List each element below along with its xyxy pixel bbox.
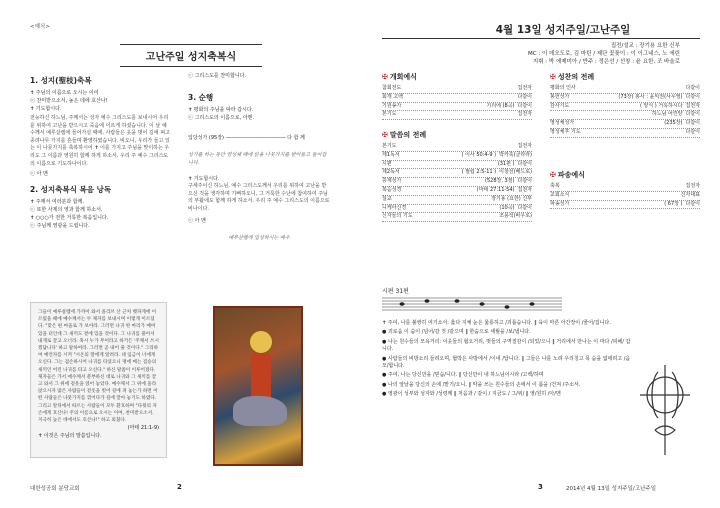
order-item: 제1독서 — [382, 151, 400, 158]
collect-prayer: 구세주이신 하느님, 예수 그리스도께서 우리를 위하여 고난을 받으신 것을 생각하며 기뻐하오니, 그 거룩한 수난에 참여하여 주님의 부활에도 함께 하게 하소서. 우리 주 예수 그리스도의 이름으로 비나이다. — [188, 183, 330, 212]
order-detail — [397, 143, 515, 151]
order-row — [550, 120, 700, 129]
order-detail: (528장, 3절) — [485, 178, 515, 185]
order-item: 설교 — [382, 195, 392, 202]
bulletin-title: 4월 13일 성지주일/고난주일 — [495, 24, 631, 36]
psalm-verse: ● 나의 앞날을 당신의 손에 /맡기/오니. ‖ 악을 쓰는 원수들의 손에서 이 몸을 /건져 /주소서. — [382, 381, 581, 388]
meta-line: 지휘 : 박 에제미아 / 반주 : 정은선 / 선창 : 윤 요한, 조 바울로 — [532, 59, 680, 65]
order-detail: ( 이사 50:4-9 ) — [461, 151, 497, 158]
order-item: 봉헌성가 — [550, 93, 570, 100]
page-number: 3 — [538, 483, 543, 491]
section-dismissal — [550, 170, 700, 209]
section-heading: 파송예식 — [557, 171, 585, 179]
heading-gospel: 2. 성지축복식 복음 낭독 — [30, 185, 112, 195]
section-opening — [382, 72, 532, 120]
order-detail: (235장) — [664, 120, 683, 127]
order-item: 영성체후 기도 — [550, 128, 581, 135]
order-detail — [397, 111, 515, 119]
gospel-text: 그들이 예루살렘에 가까이 와서 올리브 산 근처 벳파게에 이르렀을 때에 예수께서는 두 제자를 보내시며 이렇게 이르셨다. "맞은 편 마을로 가 보아라. 그러면 나귀 한 마리가 매여 있을 터인데 그 새끼도 곁에 있을 것이다. 그 나귀를 풀어서 내게로 끌고 오너라. 혹시 누가 무어라고 하거든 '주께서 쓰시겠답니다' 하고 말하여라. 그러면 곧 내어 줄 것이다." 그리하여 예언자를 시켜 "시온의 딸에게 알려라. 네 임금이 너에게 오신다. 그는 겸손하시어 나귀를 타셨으니 멍에 메는 짐승의 새끼인 어린 나귀를 타고 오신다." 하신 말씀이 이루어졌다. 제자들은 가서 예수께서 분부하신 대로 나귀와 그 새끼를 끌고 와서 그 위에 겉옷을 얹어 놓았다. 예수께서 그 위에 올라앉으시자 많은 사람들이 겉옷을 벗어 길에 펴 놓는가 하면 어떤 사람들은 나뭇가지를 꺾어다가 길에 깔아 놓기도 하였다. 그리고 앞뒤에서 따르는 사람들이 모두 환호하며 "다윗의 자손에게 호산나! 주의 이름으로 오시는 이여, 찬미받으소서. 지극히 높은 데에서도 호산나!" 하고 외쳤다. — [38, 310, 159, 424]
amen: ⓒ 아 멘 — [188, 217, 206, 224]
order-leader: 다같이 — [517, 204, 532, 211]
response: ⓒ 그리스도의 이름으로, 아멘. — [188, 115, 255, 121]
page-title: 고난주일 성지축복식 — [120, 44, 262, 67]
response: ⓒ 그리스도를 찬미합니다. — [188, 73, 247, 79]
order-detail: (31편 ) — [497, 160, 515, 167]
order-item: 니케아신경 — [382, 204, 407, 211]
cross-icon: ✠ — [382, 73, 388, 81]
rubric-note: 성가를 하는 동안 영성체 때에 읽을 나뭇가지를 받아들고 들어갑니다. — [188, 152, 327, 166]
order-leader: 집전자 — [517, 143, 532, 149]
order-detail: (10곡) — [499, 204, 515, 211]
order-leader: 박카혹(클라라) — [499, 151, 532, 158]
gospel-end: ✝ 이것은 주님의 말씀입니다. — [38, 433, 102, 440]
order-row — [382, 178, 532, 187]
entry-into-jerusalem-illustration — [213, 306, 303, 466]
order-detail: 하느님 어린양 — [651, 111, 683, 118]
order-row — [550, 201, 700, 210]
order-item: 교회소식 — [550, 191, 570, 198]
psalm-verse: ● 사람들의 비방소리 들려오며, 협박은 사방에서 /이네 /답니다. ‖ 그들은 나를 노려 우리칭고 목 숨을 없애려고 /음모/합니다. — [382, 355, 631, 370]
response: ⓒ 주님께 영광을 드립니다. — [30, 223, 90, 230]
halo-shape — [249, 330, 273, 354]
order-row — [382, 152, 532, 161]
order-item: 감사기도 — [550, 102, 570, 109]
order-item: 제2독서 — [382, 169, 400, 176]
order-detail — [576, 85, 683, 93]
order-row — [382, 196, 532, 205]
response: ⓒ 찬미받으소서, 높은 데에 호산나! — [30, 98, 108, 104]
order-row — [550, 192, 700, 201]
order-row — [382, 103, 532, 112]
order-leader: 다같이 — [685, 128, 700, 135]
order-row — [382, 143, 532, 152]
left-column — [30, 72, 170, 230]
figure-shape — [251, 352, 271, 402]
order-detail: ( 필립 2:5-11 ) — [461, 169, 497, 176]
order-item: 본기도 — [382, 111, 397, 118]
order-leader: 집전자 — [517, 111, 532, 118]
officiants — [460, 42, 680, 66]
cross-icon: ✠ — [382, 131, 388, 139]
order-item: 평화의 인사 — [550, 85, 576, 91]
order-detail — [392, 196, 488, 204]
psalm-verse: ● 괴로움 이 숨이 /넘어/갈 것 /같으며 ‖ 한숨으로 세월을 /보/냅니다. — [382, 329, 531, 336]
order-leader: 다같이 — [685, 120, 700, 127]
right-column — [188, 72, 330, 242]
section-heading: 개회예식 — [389, 73, 417, 81]
order-item: 기원송가 — [382, 102, 402, 109]
entrance-hymn: 입당성가 (95장) ―――――――――――― 다 함 께 — [188, 135, 305, 141]
order-leader: 다같이 — [685, 111, 700, 118]
cross-icon: ✠ — [550, 171, 556, 179]
order-row — [550, 129, 700, 138]
order-row — [550, 103, 700, 112]
title-rule — [382, 38, 700, 39]
order-item: 본기도 — [382, 143, 397, 149]
versicle: ✝ 주님의 이름으로 오시는 이여 — [30, 90, 99, 96]
psalm-verse: ● 주여, 나는 당신만을 /믿습/니다. ‖ 당신만이 내 하느님이시라 /고백/하며 — [382, 372, 544, 379]
image-caption: 예루살렘에 입성하시는 예수 — [228, 234, 290, 241]
prayer-label: ✝ 기도합시다. — [188, 176, 220, 183]
gospel-reference: (마태 21:1-9) — [127, 425, 159, 432]
order-item: 파송성가 — [550, 200, 570, 207]
section-heading: 말씀의 전례 — [389, 131, 427, 139]
versicle: ✝ ○○○가 전한 거룩한 복음입니다. — [30, 215, 109, 222]
order-leader: 다같이 — [517, 178, 532, 185]
cross-icon: ✠ — [550, 73, 556, 81]
order-row — [550, 85, 700, 94]
order-detail — [403, 94, 515, 102]
amen: ⓒ 아 멘 — [30, 171, 48, 178]
order-row — [382, 187, 532, 196]
order-leader: 다같이 — [517, 93, 532, 100]
order-detail: ( 67장 ) — [664, 200, 683, 207]
order-item: 층계성가 — [382, 178, 402, 185]
psalm-verse: ✝ 주여, 나를 불쌍히 여기소서: 옳다 지체 눈은 욺롱하고 /괴롭습니다. ‖ 육이 마른 아간장이 /줄어/집니다. — [382, 320, 611, 326]
order-leader: 집전자 — [517, 85, 532, 91]
order-detail: (마태 27:11-54) — [476, 186, 515, 193]
order-leader: 다같이 — [685, 200, 700, 207]
section-eucharist — [550, 72, 700, 138]
order-leader: 장기용 (요한) 신부 — [491, 195, 532, 202]
order-item: 신자들의 기도 — [382, 213, 413, 220]
order-leader: 다같이 — [685, 93, 700, 100]
order-leader: 집전자 — [685, 102, 700, 109]
page-number: 2 — [177, 483, 182, 491]
order-leader: 집전자 — [685, 183, 700, 189]
order-leader: 다같이 — [517, 160, 532, 167]
psalm-verse: ● 나는 원수들의 모욕거리: 이웃들의 혐오거리, 벗들의 구역질감이 /되었/으니 ‖ 거리에서 만나는 이 마다 /피해/ 갑니다. — [382, 338, 631, 353]
order-detail — [401, 85, 514, 93]
versicle: ✝ 주께서 여러분과 함께. — [30, 199, 85, 206]
section-tag: <예식> — [30, 24, 50, 30]
gospel-reading-box — [30, 302, 167, 458]
order-detail — [569, 192, 677, 200]
order-detail — [560, 183, 683, 191]
order-row — [550, 111, 700, 120]
right-page — [360, 0, 720, 508]
order-row — [382, 111, 532, 120]
blessing-prayer: 전능하신 하느님, 주께서는 성자 예수 그리스도를 보내시어 우리를 위하여 고난을 받으시고 죽음에 이르게 하셨습니다. 이 날 예수께서 예루살렘에 들어가실 때에, 사람들은 옷을 벗어 길에 펴고 종려나무 가지를 흔들며 환영하였습니다. 비오니, 우리가 들고 있는 이 나뭇가지를 축복하시어 ✝ 이를 가지고 주님을 맞이하는 우리도 그 이름과 영원히 함께 하게 하소서. 우리 주 예수 그리스도의 이름으로 기도하나이다. — [30, 115, 170, 167]
order-item: 참회전도 — [382, 85, 402, 91]
order-row — [550, 183, 700, 192]
order-item: 복음성경 — [382, 186, 402, 193]
order-leader: 집전자 — [517, 186, 532, 193]
order-row — [382, 169, 532, 178]
order-row — [382, 213, 532, 222]
order-item: 영성체성가 — [550, 120, 575, 127]
chant-notation — [382, 296, 562, 312]
heading-procession: 3. 순행 — [188, 93, 214, 102]
heading-blessing: 1. 성지(聖枝)축복 — [30, 76, 92, 85]
order-detail — [581, 129, 683, 137]
order-detail: (73장) 봉사 : 윤익권(사무엘) — [618, 93, 683, 100]
footer-text: 대한성공회 분당교회 — [30, 486, 80, 492]
psalm-verse: ● 영광이 성부와 성자와 /성령께 ‖ 처음과 / 같이 / 지금도 / 그/위/ ‖ 영/원히 /아/멘 — [382, 391, 561, 398]
order-row — [382, 85, 532, 94]
order-leader: 조용석(바우로) — [499, 213, 532, 220]
order-row — [550, 94, 700, 103]
meta-line: 집전/설교 : 장기용 요한 신부 — [610, 43, 680, 49]
donkey-shape — [233, 396, 287, 426]
footer-text: 2014년 4월 13일 성지주일/고난주일 — [566, 486, 657, 492]
celtic-cross-illustration — [630, 360, 700, 460]
versicle: ✝ 평화의 주님을 따라 갑시다. — [188, 107, 254, 113]
order-item: 축복 — [550, 183, 560, 189]
order-detail — [413, 213, 497, 221]
versicle: ✝ 기도합시다. — [30, 106, 62, 112]
order-leader: 다같이 — [517, 102, 532, 109]
order-item: 회개 고백 — [382, 93, 403, 100]
psalm-title: 시편 31편 — [382, 288, 409, 295]
psalm-responses — [382, 320, 632, 401]
order-item: 시편 — [382, 160, 392, 167]
order-row — [382, 94, 532, 103]
section-heading: 성찬의 전례 — [557, 73, 595, 81]
order-detail: ( 양식 ) 거룩하시다 — [640, 102, 683, 109]
order-leader: 이창선(베드로) — [499, 169, 532, 176]
order-leader: 다같이 — [685, 85, 700, 91]
section-word — [382, 130, 532, 222]
order-leader: 신자대표 — [680, 191, 700, 198]
response: ⓒ 또한 사제의 영과 함께 하소서. — [30, 207, 103, 214]
meta-line: MC : 이 데오도로, 김 마틴 / 제단 꽃꽂이 : 이 이그네스, 노 에린 — [528, 51, 680, 57]
order-detail: 기리에 (8곡) — [486, 102, 515, 109]
